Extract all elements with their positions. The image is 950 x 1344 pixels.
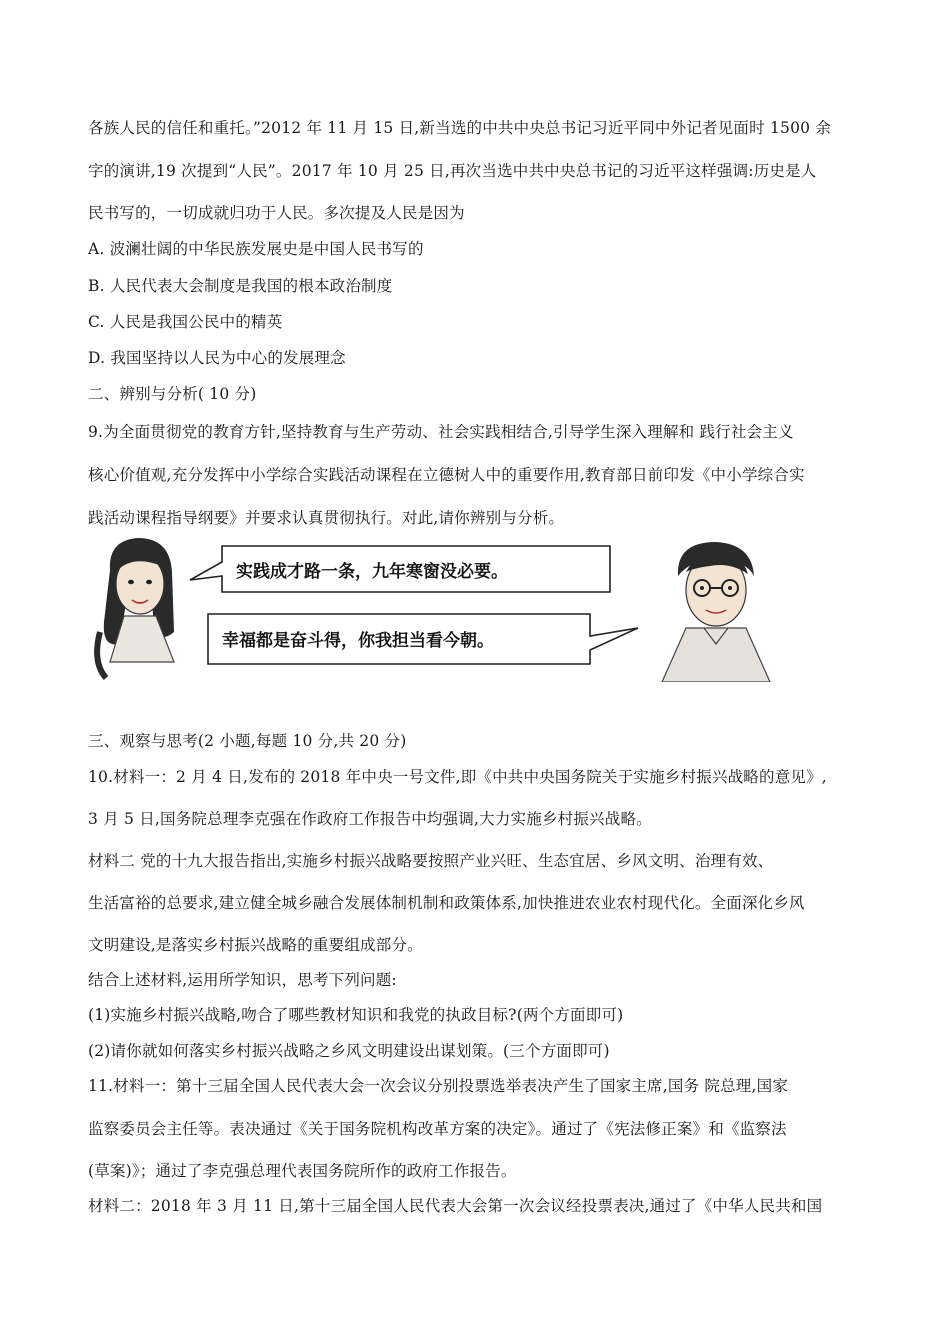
bubble-1-text: 实践成才路一条，九年寒窗没必要。 [236, 562, 508, 582]
option-b: B. 人民代表大会制度是我国的根本政治制度 [88, 277, 393, 295]
section-heading: 三、观察与思考(2 小题,每题 10 分,共 20 分) [88, 732, 407, 750]
speech-bubble-1 [190, 546, 610, 592]
question-9: 9.为全面贯彻党的教育方针,坚持教育与生产劳动、社会实践相结合,引导学生深入理解和 践行社会主义 [88, 423, 794, 441]
section-heading: 二、辨别与分析( 10 分) [88, 385, 257, 403]
text-line: 核心价值观,充分发挥中小学综合实践活动课程在立德树人中的重要作用,教育部日前印发《中小学综合实 [88, 466, 805, 484]
text-line: 字的演讲,19 次提到“人民”。2017 年 10 月 25 日,再次当选中共中央总书记的习近平这样强调:历史是人 [88, 162, 817, 180]
question-11: 11.材料一：第十三届全国人民代表大会一次会议分别投票选举表决产生了国家主席,国务 院总理,国家 [88, 1077, 789, 1095]
text-line: 践活动课程指导纲要》并要求认真贯彻执行。对此,请你辨别与分析。 [88, 509, 565, 527]
text-line: (草案)》；通过了李克强总理代表国务院所作的政府工作报告。 [88, 1162, 517, 1180]
boy-figure [662, 542, 770, 682]
text-line: 材料二 党的十九大报告指出,实施乡村振兴战略要按照产业兴旺、生态宜居、乡风文明、治理有效、 [88, 852, 774, 870]
sub-question-1: (1)实施乡村振兴战略,吻合了哪些教材知识和我党的执政目标?(两个方面即可) [88, 1006, 624, 1024]
option-d: D. 我国坚持以人民为中心的发展理念 [88, 349, 346, 367]
sub-question-2: (2)请你就如何落实乡村振兴战略之乡风文明建设出谋划策。(三个方面即可) [88, 1042, 610, 1060]
speech-bubble-2 [208, 614, 638, 664]
option-c: C. 人民是我国公民中的精英 [88, 313, 283, 331]
dialogue-illustration [90, 532, 870, 682]
text-line: 结合上述材料,运用所学知识，思考下列问题: [88, 971, 397, 989]
question-10: 10.材料一：2 月 4 日,发布的 2018 年中央一号文件,即《中共中央国务院关于实施乡村振兴战略的意见》, [88, 768, 827, 786]
text-line: 材料二：2018 年 3 月 11 日,第十三届全国人民代表大会第一次会议经投票表决,通过了《中华人民共和国 [88, 1197, 823, 1215]
option-a: A. 波澜壮阔的中华民族发展史是中国人民书写的 [88, 240, 424, 258]
text-line: 生活富裕的总要求,建立健全城乡融合发展体制机制和政策体系,加快推进农业农村现代化。全面深化乡风 [88, 894, 805, 912]
text-line: 监察委员会主任等。表决通过《关于国务院机构改革方案的决定》。通过了《宪法修正案》和《监察法 [88, 1120, 787, 1138]
girl-figure [97, 538, 174, 678]
text-line: 各族人民的信任和重托。”2012 年 11 月 15 日,新当选的中共中央总书记习近平同中外记者见面时 1500 余 [88, 119, 832, 137]
text-line: 民书写的，一切成就归功于人民。多次提及人民是因为 [88, 204, 465, 222]
text-line: 文明建设,是落实乡村振兴战略的重要组成部分。 [88, 936, 423, 954]
bubble-2-text: 幸福都是奋斗得，你我担当看今朝。 [222, 631, 494, 651]
text-line: 3 月 5 日,国务院总理李克强在作政府工作报告中均强调,大力实施乡村振兴战略。 [88, 810, 652, 828]
